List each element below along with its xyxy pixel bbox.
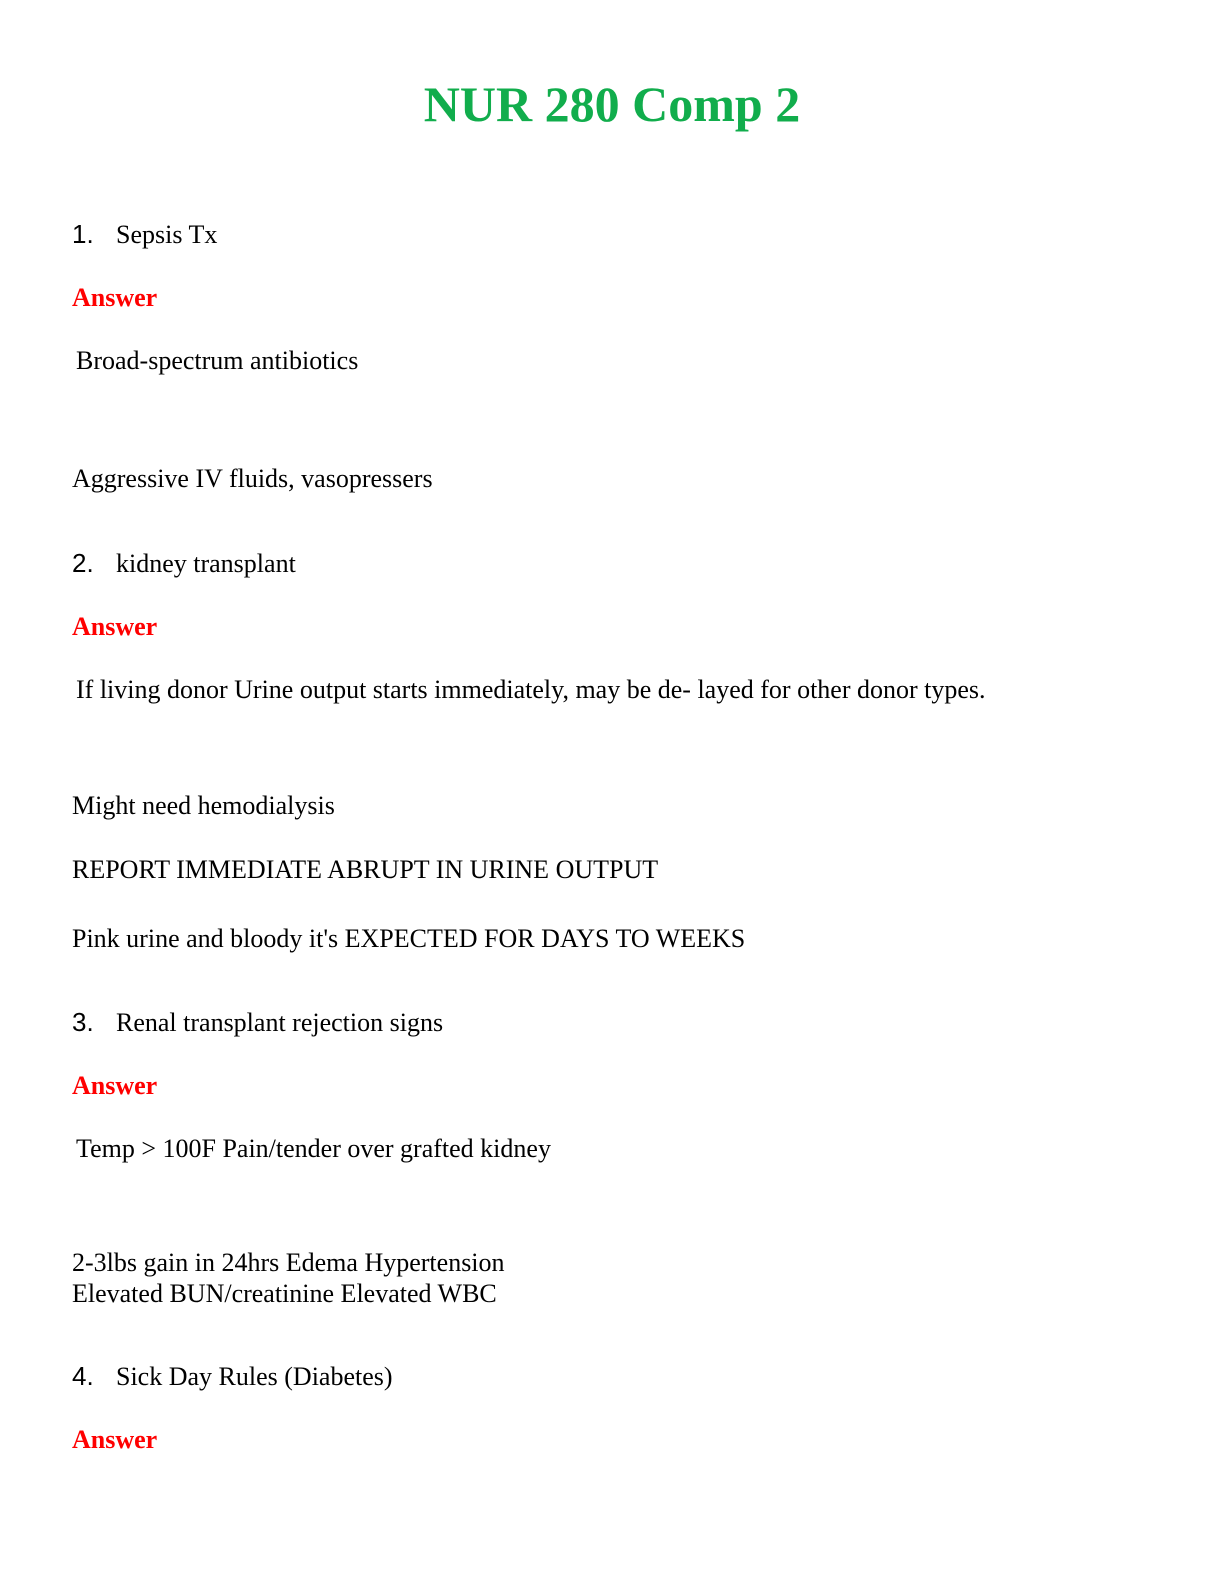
answer-line: Aggressive IV fluids, vasopressers (72, 464, 433, 493)
question-text: Sepsis Tx (116, 220, 218, 249)
question-number: 3. (72, 1007, 94, 1037)
question-text: kidney transplant (116, 549, 296, 578)
answer-line: Elevated BUN/creatinine Elevated WBC (72, 1279, 497, 1308)
document-title: NUR 280 Comp 2 (423, 76, 801, 132)
answer-label: Answer (72, 283, 158, 312)
answer-line: If living donor Urine output starts immediately, may be de- layed for other donor types. (76, 675, 986, 704)
answer-line: 2-3lbs gain in 24hrs Edema Hypertension (72, 1248, 505, 1277)
answer-line: Broad-spectrum antibiotics (76, 346, 359, 375)
question-text: Renal transplant rejection signs (116, 1008, 444, 1037)
answer-label: Answer (72, 1071, 158, 1100)
answer-line: REPORT IMMEDIATE ABRUPT IN URINE OUTPUT (72, 855, 659, 884)
question-number: 1. (72, 219, 94, 249)
question-number: 4. (72, 1361, 94, 1391)
question-text: Sick Day Rules (Diabetes) (116, 1362, 393, 1391)
answer-line: Might need hemodialysis (72, 791, 335, 820)
question-number: 2. (72, 548, 94, 578)
answer-label: Answer (72, 1425, 158, 1454)
answer-line: Pink urine and bloody it's EXPECTED FOR DAYS TO WEEKS (72, 924, 746, 953)
answer-line: Temp > 100F Pain/tender over grafted kidney (76, 1134, 551, 1163)
answer-label: Answer (72, 612, 158, 641)
